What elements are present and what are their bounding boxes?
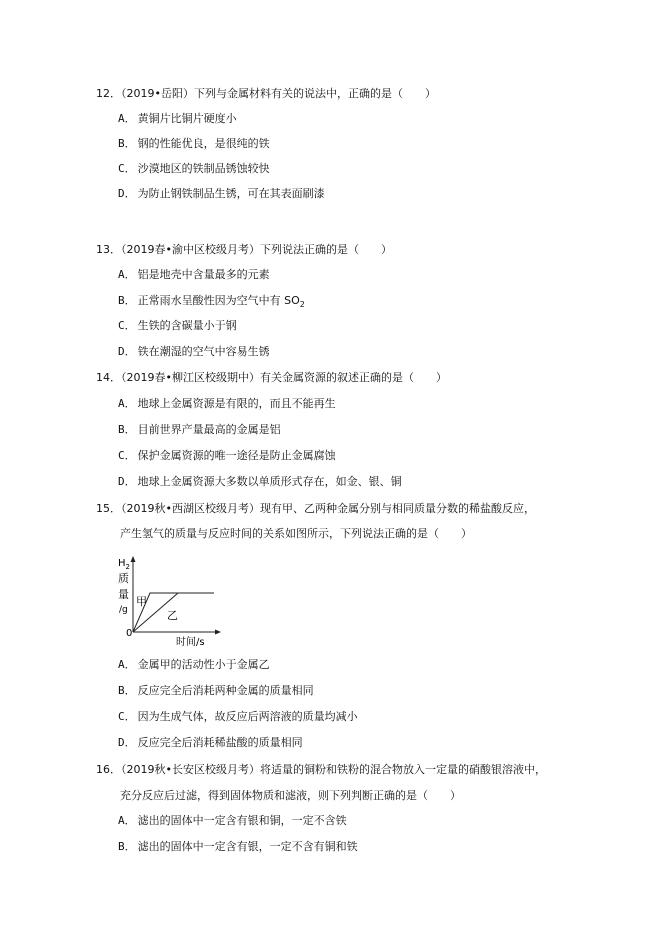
q12-option-a: A． 黄铜片比铜片硬度小 [118,112,237,125]
q14-option-b: B． 目前世界产量最高的金属是铝 [118,423,281,436]
graph-y-label-liang: 量 [118,588,129,601]
q16-stem: 16．（2019秋•长安区校级月考）将适量的铜粉和铁粉的混合物放入一定量的硝酸银溶液中， [96,763,546,776]
q15-option-a: A． 金属甲的活动性小于金属乙 [118,658,270,671]
q12-stem: 12．（2019•岳阳）下列与金属材料有关的说法中，正确的是（ ） [96,87,436,100]
q13-option-a: A． 铝是地壳中含量最多的元素 [118,268,270,281]
q12-option-d: D． 为防止钢铁制品生锈，可在其表面刷漆 [118,187,325,200]
q15-stem: 15．（2019秋•西湖区校级月考）现有甲、乙两种金属分别与相同质量分数的稀盐酸反应， [96,502,535,515]
q13-stem: 13．（2019春•渝中区校级月考）下列说法正确的是（ ） [96,243,392,256]
graph-y-label-zhi: 质 [118,572,129,585]
q14-stem: 14．（2019春•柳江区校级期中）有关金属资源的叙述正确的是（ ） [96,371,447,384]
q14-option-c: C． 保护金属资源的唯一途径是防止金属腐蚀 [118,449,336,462]
graph-y-label-unit: /g [119,605,128,615]
graph-origin: 0 [126,628,133,639]
q16-option-b: B． 滤出的固体中一定含有银，一定不含有铜和铁 [118,840,358,853]
q16-stem-continued: 充分反应后过滤，得到固体物质和滤液，则下列判断正确的是（ ） [120,789,461,802]
q15-option-d: D． 反应完全后消耗稀盐酸的质量相同 [118,736,303,749]
q15-option-c: C． 因为生成气体，故反应后两溶液的质量均减小 [118,710,358,723]
q13-option-d: D． 铁在潮湿的空气中容易生锈 [118,345,270,358]
reaction-graph [112,556,222,648]
q14-option-a: A． 地球上金属资源是有限的，而且不能再生 [118,397,336,410]
q13-option-b: B． 正常雨水呈酸性因为空气中有 $SO_2$ [118,294,305,310]
graph-x-label: 时间/s [176,637,205,648]
q16-option-a: A． 滤出的固体中一定含有银和铜，一定不含铁 [118,814,347,827]
graph-x-arrow [215,630,221,635]
graph-y-label-h: $H_2$ [118,558,130,571]
graph-label-yi: 乙 [167,609,178,622]
q15-option-b: B． 反应完全后消耗两种金属的质量相同 [118,684,314,697]
q13-option-c: C． 生铁的含碳量小于钢 [118,319,237,332]
graph-y-arrow [131,556,136,562]
q12-option-c: C． 沙漠地区的铁制品锈蚀较快 [118,162,270,175]
q15-stem-continued: 产生氢气的质量与反应时间的关系如图所示，下列说法正确的是（ ） [120,527,472,540]
q12-option-b: B． 钢的性能优良，是很纯的铁 [118,137,270,150]
q14-option-d: D． 地球上金属资源大多数以单质形式存在，如金、银、铜 [118,475,402,488]
graph-label-jia: 甲 [136,595,147,608]
